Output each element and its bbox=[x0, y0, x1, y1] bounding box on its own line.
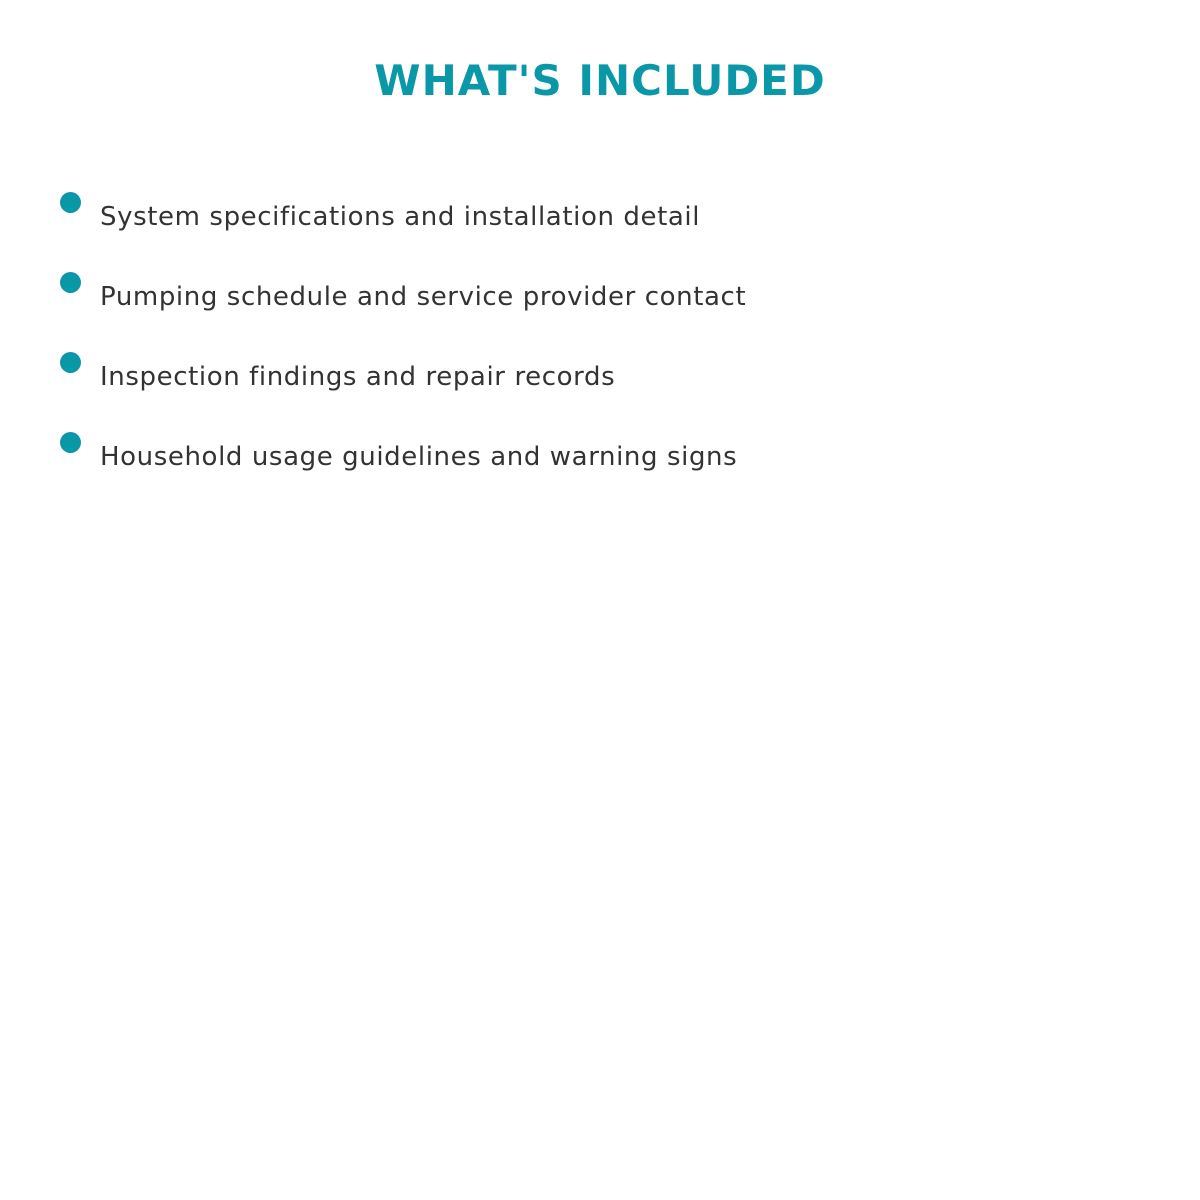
list-item bbox=[60, 352, 1140, 432]
bullet-icon bbox=[60, 352, 81, 373]
bullet-icon bbox=[60, 192, 81, 213]
bullet-icon bbox=[60, 272, 81, 293]
included-list bbox=[60, 192, 1140, 512]
list-item bbox=[60, 272, 1140, 352]
bullet-icon bbox=[60, 432, 81, 453]
list-item-label: Inspection findings and repair records bbox=[100, 362, 616, 392]
list-item-label: Pumping schedule and service provider contact bbox=[100, 282, 747, 312]
list-item-label: System specifications and installation detail bbox=[100, 202, 701, 232]
page-title: WHAT'S INCLUDED bbox=[374, 56, 826, 105]
list-item bbox=[60, 192, 1140, 272]
list-item-label: Household usage guidelines and warning signs bbox=[100, 442, 738, 472]
list-item bbox=[60, 432, 1140, 512]
